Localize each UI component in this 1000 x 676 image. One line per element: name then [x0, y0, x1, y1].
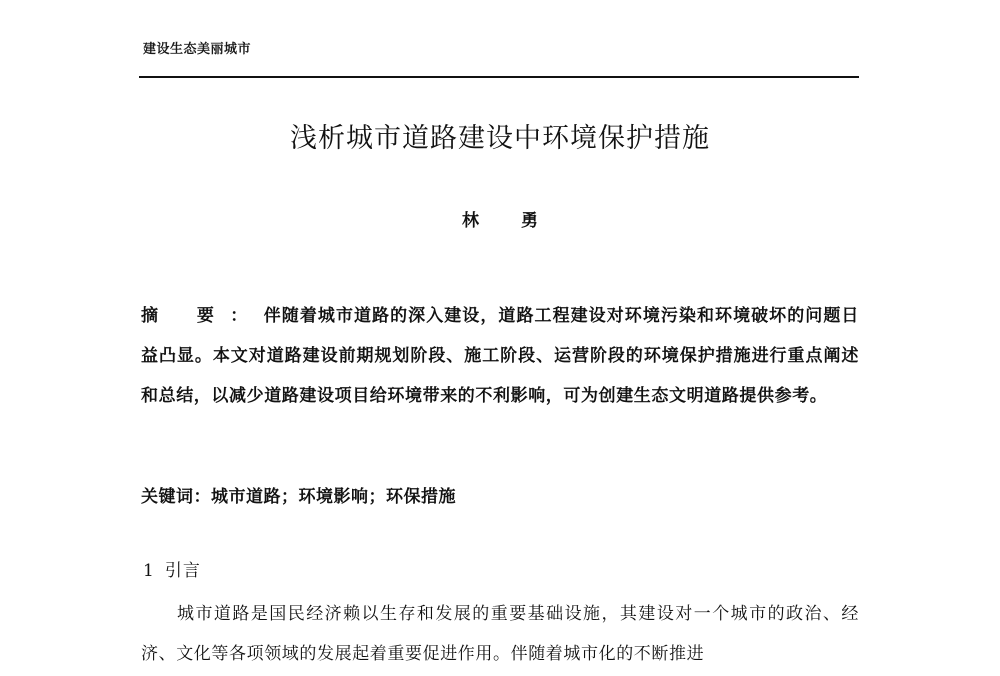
running-header: 建设生态美丽城市 — [143, 42, 252, 57]
keywords-text: 城市道路；环境影响；环保措施 — [211, 487, 456, 507]
section-heading — [143, 556, 201, 581]
paper-title: 浅析城市道路建设中环境保护措施 — [290, 123, 710, 154]
author-name: 林 勇 — [462, 211, 556, 231]
section-number: 1 — [143, 561, 155, 581]
keywords — [141, 482, 859, 507]
abstract-label: 摘 要： — [141, 306, 264, 326]
abstract — [141, 296, 859, 416]
header-rule — [139, 76, 859, 78]
keywords-label: 关键词： — [141, 487, 211, 507]
body-paragraph: 城市道路是国民经济赖以生存和发展的重要基础设施，其建设对一个城市的政治、经济、文化等各项领域的发展起着重要促进作用。伴随着城市化的不断推进 — [141, 604, 859, 664]
abstract-text: 伴随着城市道路的深入建设，道路工程建设对环境污染和环境破坏的问题日益凸显。本文对道路建设前期规划阶段、施工阶段、运营阶段的环境保护措施进行重点阐述和总结，以减少道路建设项目给环境带来的不利影响，可为创建生态文明道路提供参考。 — [141, 306, 859, 406]
section-title: 引言 — [164, 561, 201, 581]
